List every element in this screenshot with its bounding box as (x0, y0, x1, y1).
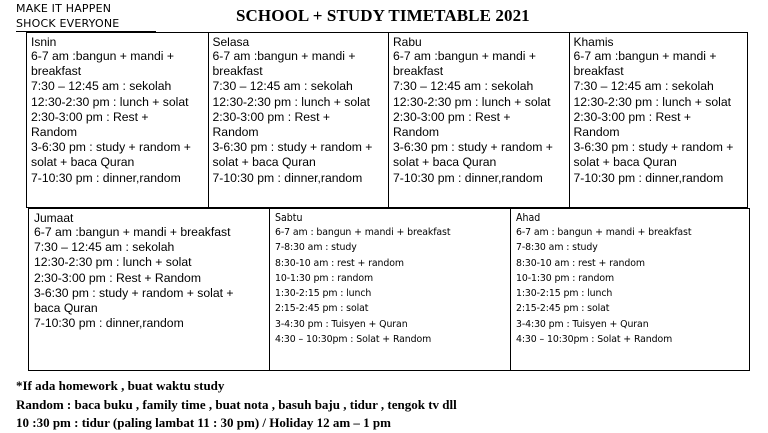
schedule-line: 2:30-3:00 pm : Rest + (31, 109, 149, 124)
schedule-line: 6-7 am :bangun + mandi + (31, 49, 174, 63)
schedule-line: 7-8:30 am : study (275, 242, 357, 254)
schedule-line: 3-6:30 pm : study + random + (31, 140, 191, 155)
schedule-line: 2:30-3:00 pm : Rest + (212, 109, 331, 124)
schedule-line: Random (573, 125, 620, 140)
schedule-line: 4:30 – 10:30pm : Solat + Random (275, 334, 432, 346)
schedule-line: 3-6:30 pm : study + random + (393, 140, 553, 155)
day-cell-sabtu (269, 209, 510, 370)
schedule-line: 2:30-3:00 pm : Rest + Random (34, 270, 201, 285)
schedule-line: 2:30-3:00 pm : Rest + (393, 109, 511, 124)
schedule-line: 12:30-2:30 pm : lunch + solat (212, 94, 371, 109)
schedule-line: 4:30 – 10:30pm : Solat + Random (516, 334, 673, 346)
schedule-line: Random (212, 125, 259, 140)
day-cell-khamis (569, 33, 750, 207)
note-random: Random : baca buku , family time , buat nota , basuh baju , tidur , tengok tv dll (16, 396, 457, 412)
schedule-line: 10-1:30 pm : random (275, 272, 374, 284)
schedule-line: breakfast (573, 64, 624, 79)
schedule-line: 7:30 – 12:45 am : sekolah (31, 79, 172, 94)
schedule-line: 7-10:30 pm : dinner,random (34, 316, 184, 331)
schedule-line: 2:15-2:45 pm : solat (516, 303, 610, 315)
notes (16, 377, 457, 433)
schedule-line: 2:30-3:00 pm : Rest + (573, 109, 692, 124)
schedule-line: 3-6:30 pm : study + random + solat + (34, 285, 234, 300)
motto-line-1: MAKE IT HAPPEN (16, 2, 112, 15)
schedule-line: breakfast (31, 64, 82, 79)
schedule-line: 7-10:30 pm : dinner,random (393, 170, 543, 185)
schedule-line: 6-7 am :bangun + mandi + (212, 49, 356, 63)
schedule-line: solat + baca Quran (393, 155, 497, 170)
day-cell-isnin (27, 33, 208, 207)
schedule-line: 3-6:30 pm : study + random + (212, 140, 373, 155)
schedule-line: 1:30-2:15 pm : lunch (275, 288, 372, 300)
note-homework: *If ada homework , buat waktu study (16, 378, 225, 393)
schedule-line: 12:30-2:30 pm : lunch + solat (573, 94, 732, 109)
schedule-line: 1:30-2:15 pm : lunch (516, 288, 613, 300)
day-name: Selasa (212, 35, 250, 49)
day-name: Sabtu (275, 212, 303, 224)
day-cell-rabu (388, 33, 569, 207)
schedule-line: 8:30-10 am : rest + random (275, 257, 404, 269)
day-name: Khamis (573, 35, 614, 49)
schedule-line: Random (393, 125, 440, 140)
schedule-line: 6-7 am :bangun + mandi + (573, 49, 717, 63)
schedule-line: 6-7 am : bangun + mandi + breakfast (516, 227, 692, 238)
schedule-line: 12:30-2:30 pm : lunch + solat (393, 94, 551, 109)
schedule-line: 6-7 am :bangun + mandi + breakfast (34, 225, 231, 239)
schedule-line: 10-1:30 pm : random (516, 272, 615, 284)
motto (16, 1, 156, 32)
schedule-line: solat + baca Quran (573, 155, 677, 170)
note-sleep: 10 :30 pm : tidur (paling lambat 11 : 30 pm) / Holiday 12 am – 1 pm (16, 415, 391, 430)
day-name: Ahad (516, 212, 541, 224)
weekend-table (28, 208, 750, 371)
schedule-line: breakfast (393, 64, 444, 79)
schedule-line: 7-10:30 pm : dinner,random (212, 170, 363, 185)
day-name: Jumaat (34, 211, 74, 225)
schedule-line: 6-7 am :bangun + mandi + (393, 49, 536, 63)
schedule-line: solat + baca Quran (31, 155, 135, 170)
schedule-line: 7-8:30 am : study (516, 242, 598, 254)
day-name: Isnin (31, 35, 57, 49)
schedule-line: 7:30 – 12:45 am : sekolah (34, 240, 175, 255)
motto-line-2: SHOCK EVERYONE (16, 16, 156, 32)
schedule-line: 2:15-2:45 pm : solat (275, 303, 369, 315)
schedule-line: 3-6:30 pm : study + random + (573, 140, 734, 155)
schedule-line: 12:30-2:30 pm : lunch + solat (31, 94, 189, 109)
schedule-line: 7-10:30 pm : dinner,random (31, 170, 181, 185)
schedule-line: baca Quran (34, 301, 98, 316)
schedule-line: 7:30 – 12:45 am : sekolah (393, 79, 534, 94)
schedule-line: 7-10:30 pm : dinner,random (573, 170, 724, 185)
page-title: SCHOOL + STUDY TIMETABLE 2021 (236, 6, 530, 25)
day-name: Rabu (393, 35, 422, 49)
day-cell-jumaat (29, 209, 269, 370)
schedule-line: 8:30-10 am : rest + random (516, 257, 645, 269)
day-cell-ahad (510, 209, 749, 370)
weekday-table (26, 32, 748, 208)
schedule-line: Random (31, 125, 78, 140)
schedule-line: 7:30 – 12:45 am : sekolah (212, 79, 353, 94)
day-cell-selasa (208, 33, 389, 207)
schedule-line: 3-4:30 pm : Tuisyen + Quran (516, 318, 649, 330)
schedule-line: 7:30 – 12:45 am : sekolah (573, 79, 714, 94)
schedule-line: breakfast (212, 64, 263, 79)
schedule-line: 12:30-2:30 pm : lunch + solat (34, 255, 192, 270)
schedule-line: solat + baca Quran (212, 155, 316, 170)
schedule-line: 3-4:30 pm : Tuisyen + Quran (275, 318, 408, 330)
schedule-line: 6-7 am : bangun + mandi + breakfast (275, 227, 451, 238)
